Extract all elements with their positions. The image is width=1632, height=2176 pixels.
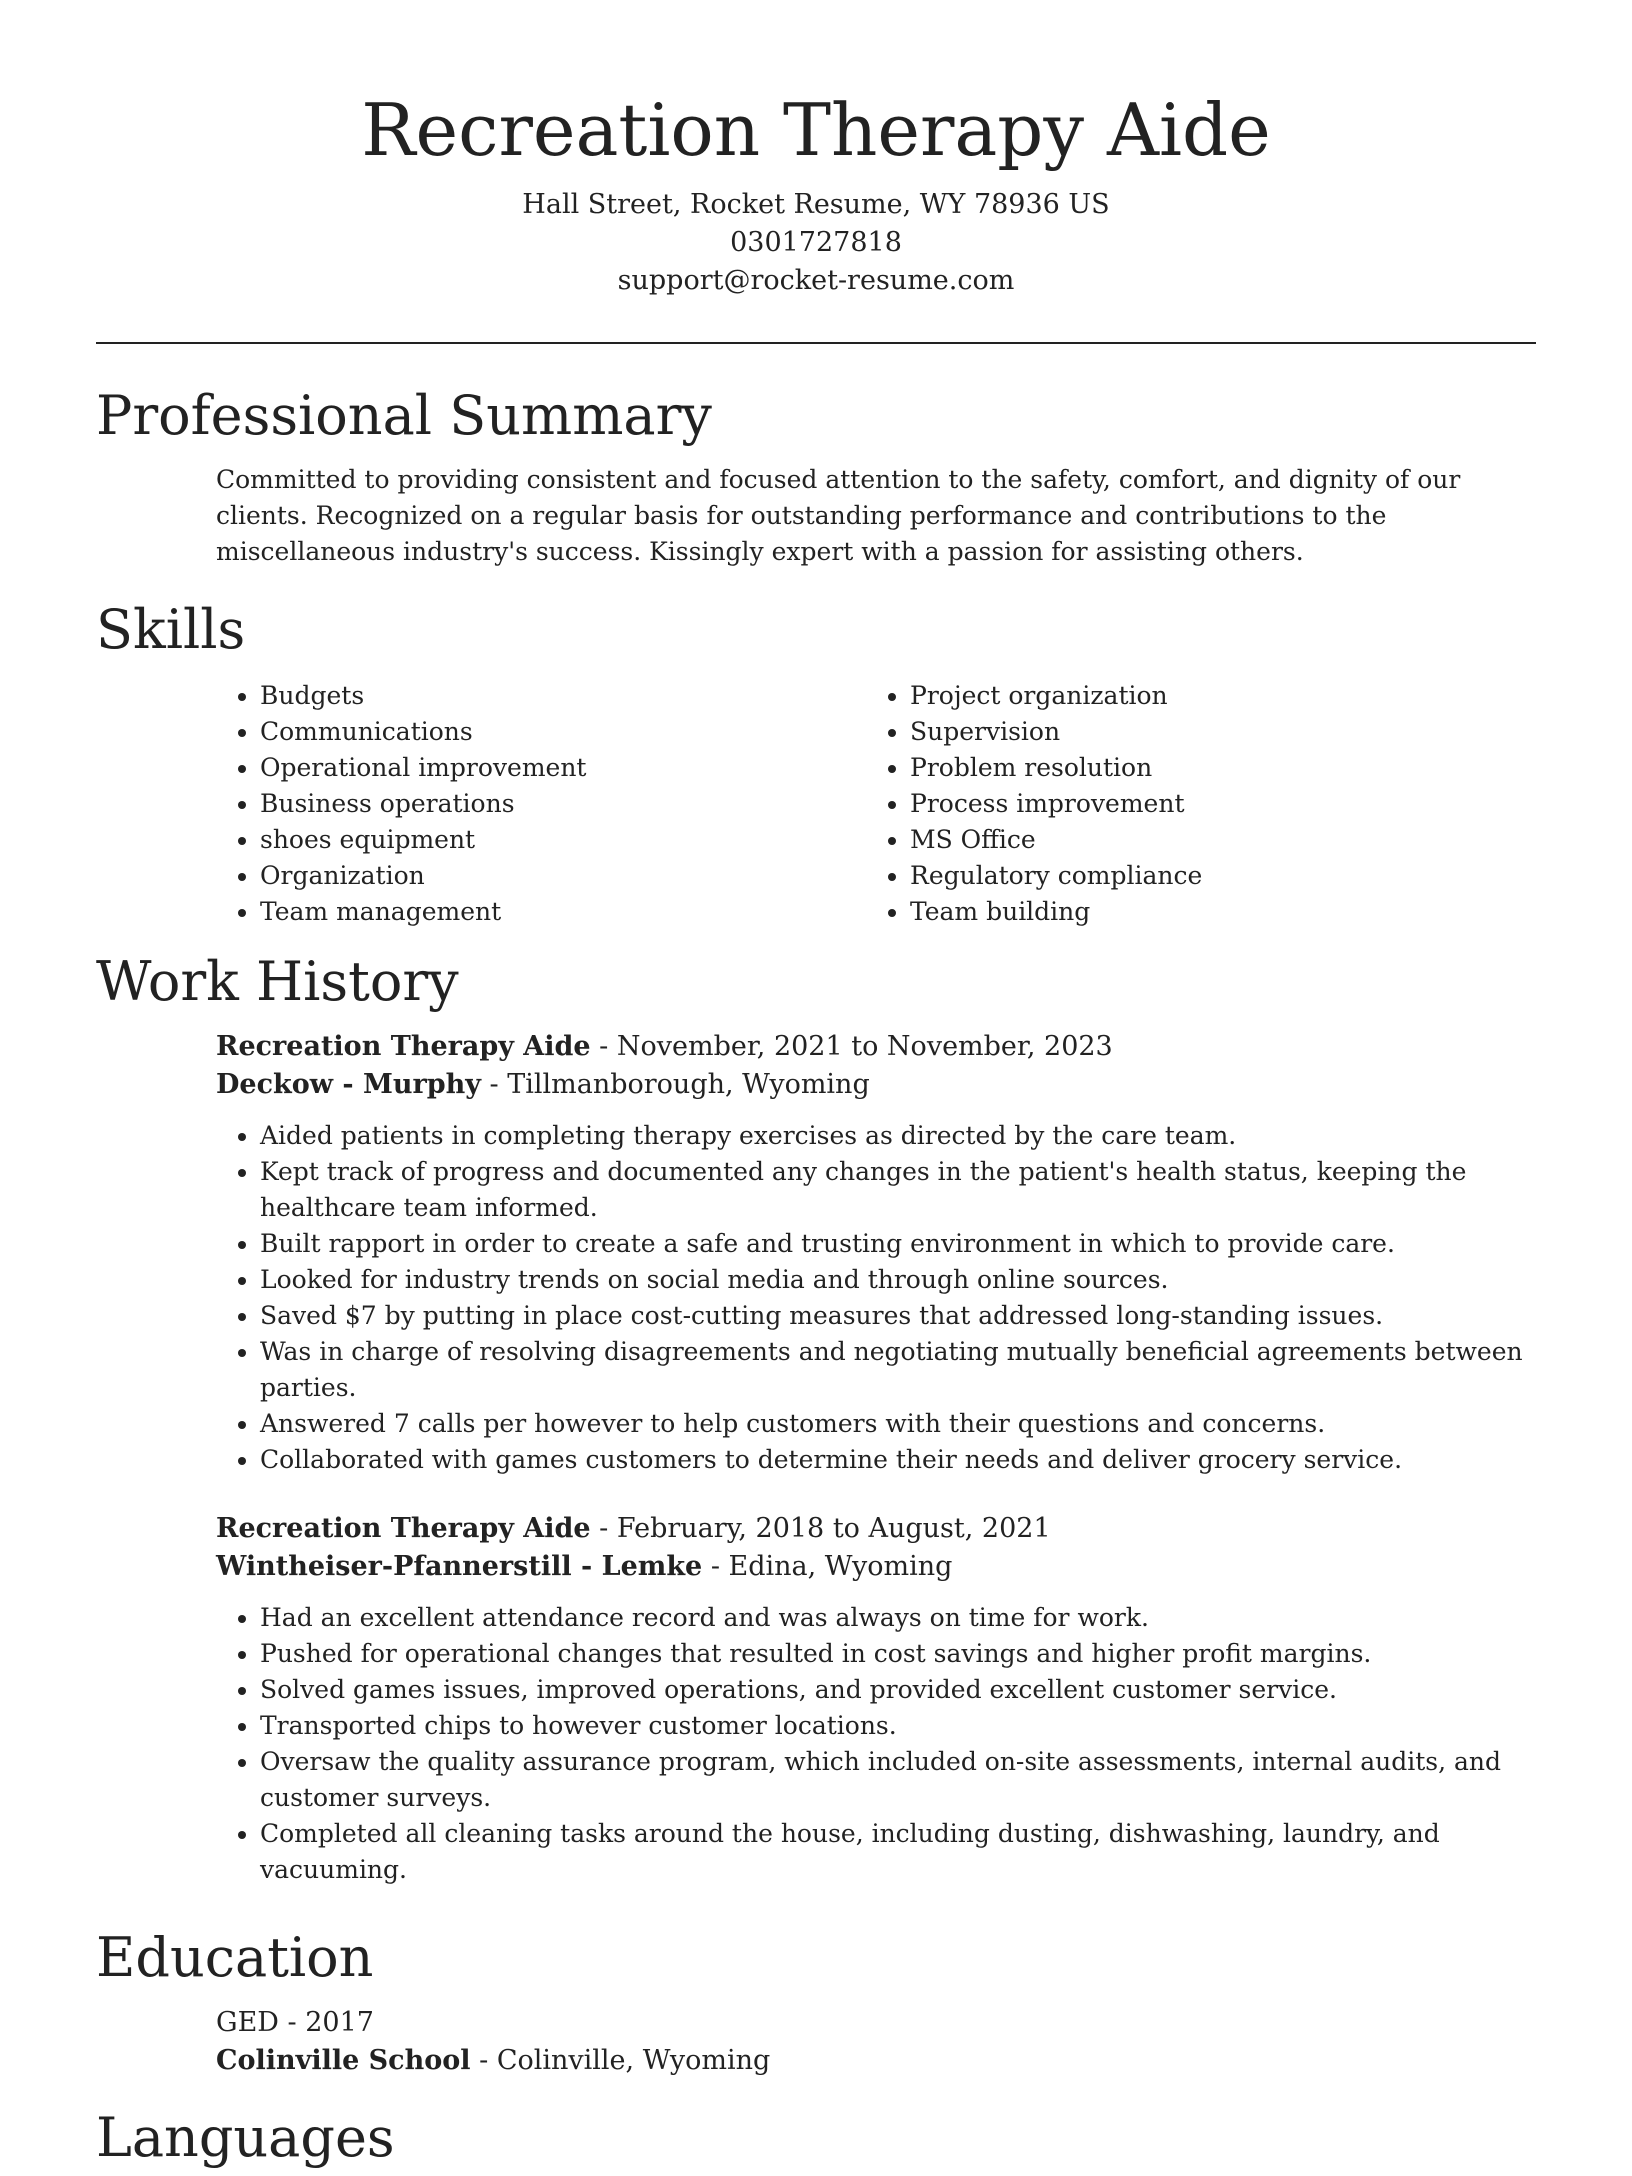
school-name: Colinville School: [216, 2045, 471, 2076]
job-bullet: • Pushed for operational changes that resulted in cost savings and higher profit margins.: [260, 1636, 1536, 1672]
company-line: [216, 1548, 1536, 1586]
company-name: Wintheiser-Pfannerstill - Lemke: [216, 1551, 703, 1582]
skill-item: • MS Office: [910, 822, 1516, 858]
degree-line: GED - 2017: [216, 2007, 374, 2038]
job-title-line: [216, 1510, 1536, 1548]
job-entry: [216, 1028, 1536, 1478]
job-title: Recreation Therapy Aide: [216, 1513, 591, 1544]
header-divider: [96, 342, 1536, 344]
job-bullet: • Saved $7 by putting in place cost-cutting measures that addressed long-standing issues.: [260, 1298, 1536, 1334]
summary-section: [96, 378, 1536, 570]
skill-item: • Process improvement: [910, 786, 1516, 822]
education-section: [96, 1920, 1536, 2080]
skill-item: • Business operations: [260, 786, 866, 822]
job-dates: - February, 2018 to August, 2021: [590, 1513, 1051, 1544]
skill-item: • Organization: [260, 858, 866, 894]
job-bullet: • Solved games issues, improved operations, and provided excellent customer service.: [260, 1672, 1536, 1708]
company-location: - Tillmanborough, Wyoming: [480, 1069, 870, 1100]
section-heading-languages: Languages: [96, 2106, 395, 2169]
job-bullets: [216, 1118, 1536, 1478]
job-bullet: • Had an excellent attendance record and was always on time for work.: [260, 1600, 1536, 1636]
languages-section: [96, 2100, 1536, 2176]
job-title: Recreation Therapy Aide: [216, 1031, 591, 1062]
job-dates: - November, 2021 to November, 2023: [590, 1031, 1113, 1062]
section-heading-skills: Skills: [96, 598, 246, 661]
skills-list-right: [866, 678, 1516, 930]
job-bullet: • Aided patients in completing therapy exercises as directed by the care team.: [260, 1118, 1536, 1154]
skill-item: • Communications: [260, 714, 866, 750]
skills-list-left: [216, 678, 866, 930]
skills-columns: [216, 678, 1536, 930]
job-entry: [216, 1510, 1536, 1888]
education-entry: [216, 2004, 1536, 2080]
job-bullet: • Looked for industry trends on social media and through online sources.: [260, 1262, 1536, 1298]
job-bullet: • Oversaw the quality assurance program, which included on-site assessments, internal audits, and customer surveys.: [260, 1744, 1536, 1816]
job-bullet: • Completed all cleaning tasks around the house, including dusting, dishwashing, laundry, and vacuuming.: [260, 1816, 1536, 1888]
contact-info: [0, 186, 1632, 300]
skill-item: • Team management: [260, 894, 866, 930]
resume-header: [0, 0, 1632, 300]
contact-address: Hall Street, Rocket Resume, WY 78936 US: [522, 189, 1110, 220]
section-heading-education: Education: [96, 1926, 374, 1989]
contact-email: support@rocket-resume.com: [617, 265, 1015, 296]
job-bullet: • Was in charge of resolving disagreements and negotiating mutually beneficial agreements between parties.: [260, 1334, 1536, 1406]
job-bullet: • Kept track of progress and documented any changes in the patient's health status, keeping the healthcare team informed.: [260, 1154, 1536, 1226]
resume-body: [96, 378, 1536, 2176]
job-title-line: [216, 1028, 1536, 1066]
skill-item: • Team building: [910, 894, 1516, 930]
skill-item: • Supervision: [910, 714, 1516, 750]
section-heading-summary: Professional Summary: [96, 384, 712, 447]
job-bullet: • Answered 7 calls per however to help customers with their questions and concerns.: [260, 1406, 1536, 1442]
job-bullet: • Collaborated with games customers to determine their needs and deliver grocery service.: [260, 1442, 1536, 1478]
skill-item: • Operational improvement: [260, 750, 866, 786]
skill-item: • Budgets: [260, 678, 866, 714]
skill-item: • shoes equipment: [260, 822, 866, 858]
company-line: [216, 1066, 1536, 1104]
skill-item: • Problem resolution: [910, 750, 1516, 786]
skill-item: • Regulatory compliance: [910, 858, 1516, 894]
school-location: - Colinville, Wyoming: [470, 2045, 771, 2076]
summary-text: Committed to providing consistent and focused attention to the safety, comfort, and dignity of our clients. Recognized on a regular basis for outstanding performance and contributions to the miscellaneous industry's success. Kissingly expert with a passion for assisting others.: [216, 465, 1461, 566]
company-name: Deckow - Murphy: [216, 1069, 481, 1100]
work-history-section: [96, 944, 1536, 1888]
company-location: - Edina, Wyoming: [702, 1551, 953, 1582]
skill-item: • Project organization: [910, 678, 1516, 714]
school-line: [216, 2042, 1536, 2080]
candidate-name: Recreation Therapy Aide: [361, 88, 1271, 172]
job-bullets: [216, 1600, 1536, 1888]
skills-section: [96, 592, 1536, 930]
contact-phone: 0301727818: [730, 227, 902, 258]
section-heading-work-history: Work History: [96, 950, 459, 1013]
job-bullet: • Transported chips to however customer locations.: [260, 1708, 1536, 1744]
job-bullet: • Built rapport in order to create a safe and trusting environment in which to provide care.: [260, 1226, 1536, 1262]
